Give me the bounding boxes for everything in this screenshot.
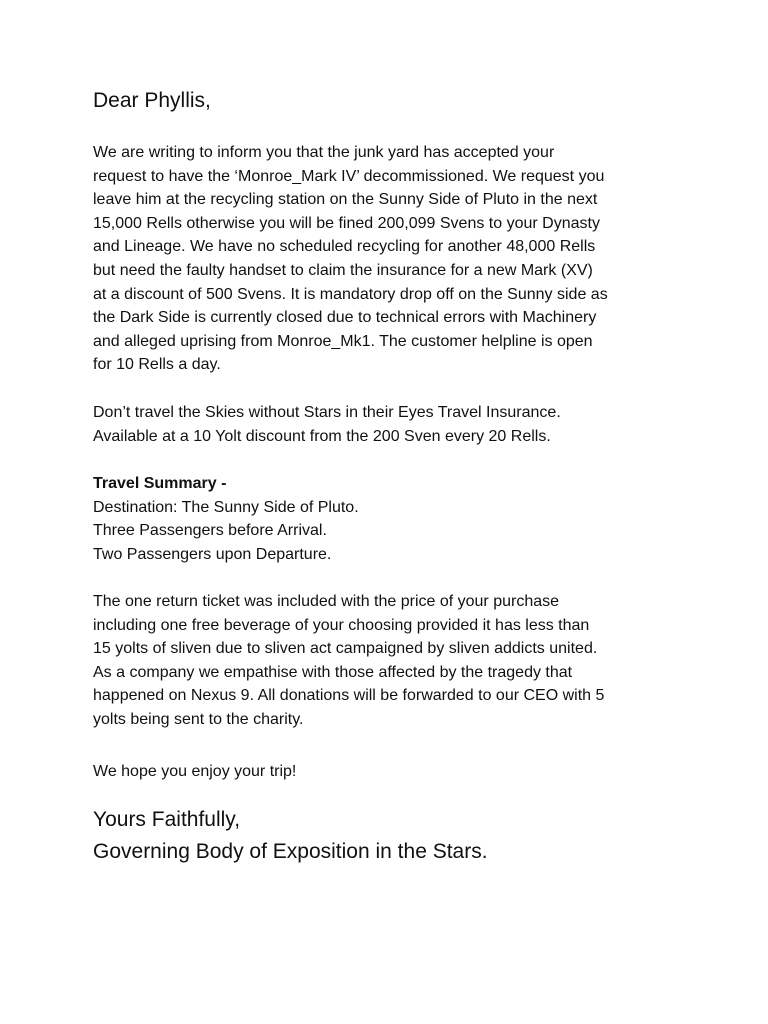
text-line: As a company we empathise with those affected by the tragedy that	[93, 663, 573, 681]
text-line: the Dark Side is currently closed due to technical errors with Machinery	[93, 309, 597, 327]
closing-signatory: Governing Body of Exposition in the Stars.	[93, 840, 488, 863]
text-line: and alleged uprising from Monroe_Mk1. The customer helpline is open	[93, 332, 593, 350]
letter-closing	[93, 804, 488, 868]
text-line: but need the faulty handset to claim the insurance for a new Mark (XV)	[93, 261, 593, 279]
text-line: including one free beverage of your choosing provided it has less than	[93, 616, 590, 634]
text-line: and Lineage. We have no scheduled recycling for another 48,000 Rells	[93, 238, 596, 256]
travel-summary-heading: Travel Summary -	[93, 475, 227, 492]
text-line: The one return ticket was included with the price of your purchase	[93, 593, 560, 610]
travel-summary-line: Destination: The Sunny Side of Pluto.	[93, 498, 359, 516]
closing-valediction: Yours Faithfully,	[93, 808, 241, 831]
paragraph-enjoy-trip: We hope you enjoy your trip!	[93, 763, 297, 780]
text-line: request to have the ‘Monroe_Mark IV’ decommissioned. We request you	[93, 167, 605, 185]
text-line: 15 yolts of sliven due to sliven act campaigned by sliven addicts united.	[93, 640, 598, 658]
travel-summary-line: Two Passengers upon Departure.	[93, 545, 332, 563]
text-line: leave him at the recycling station on the Sunny Side of Pluto in the next	[93, 191, 598, 209]
paragraph-junkyard-notice	[93, 141, 608, 377]
text-line: yolts being sent to the charity.	[93, 710, 304, 728]
text-line: at a discount of 500 Svens. It is mandatory drop off on the Sunny side as	[93, 285, 608, 303]
travel-summary	[93, 472, 359, 566]
text-line: Don’t travel the Skies without Stars in their Eyes Travel Insurance.	[93, 404, 561, 421]
paragraph-ticket-details	[93, 590, 604, 732]
text-line: Available at a 10 Yolt discount from the 200 Sven every 20 Rells.	[93, 427, 551, 445]
travel-summary-line: Three Passengers before Arrival.	[93, 522, 327, 540]
text-line: We are writing to inform you that the junk yard has accepted your	[93, 144, 555, 161]
salutation: Dear Phyllis,	[93, 89, 211, 112]
paragraph-insurance-ad	[93, 401, 561, 448]
text-line: 15,000 Rells otherwise you will be fined 200,099 Svens to your Dynasty	[93, 214, 600, 232]
text-line: happened on Nexus 9. All donations will be forwarded to our CEO with 5	[93, 687, 605, 705]
text-line: for 10 Rells a day.	[93, 356, 221, 374]
